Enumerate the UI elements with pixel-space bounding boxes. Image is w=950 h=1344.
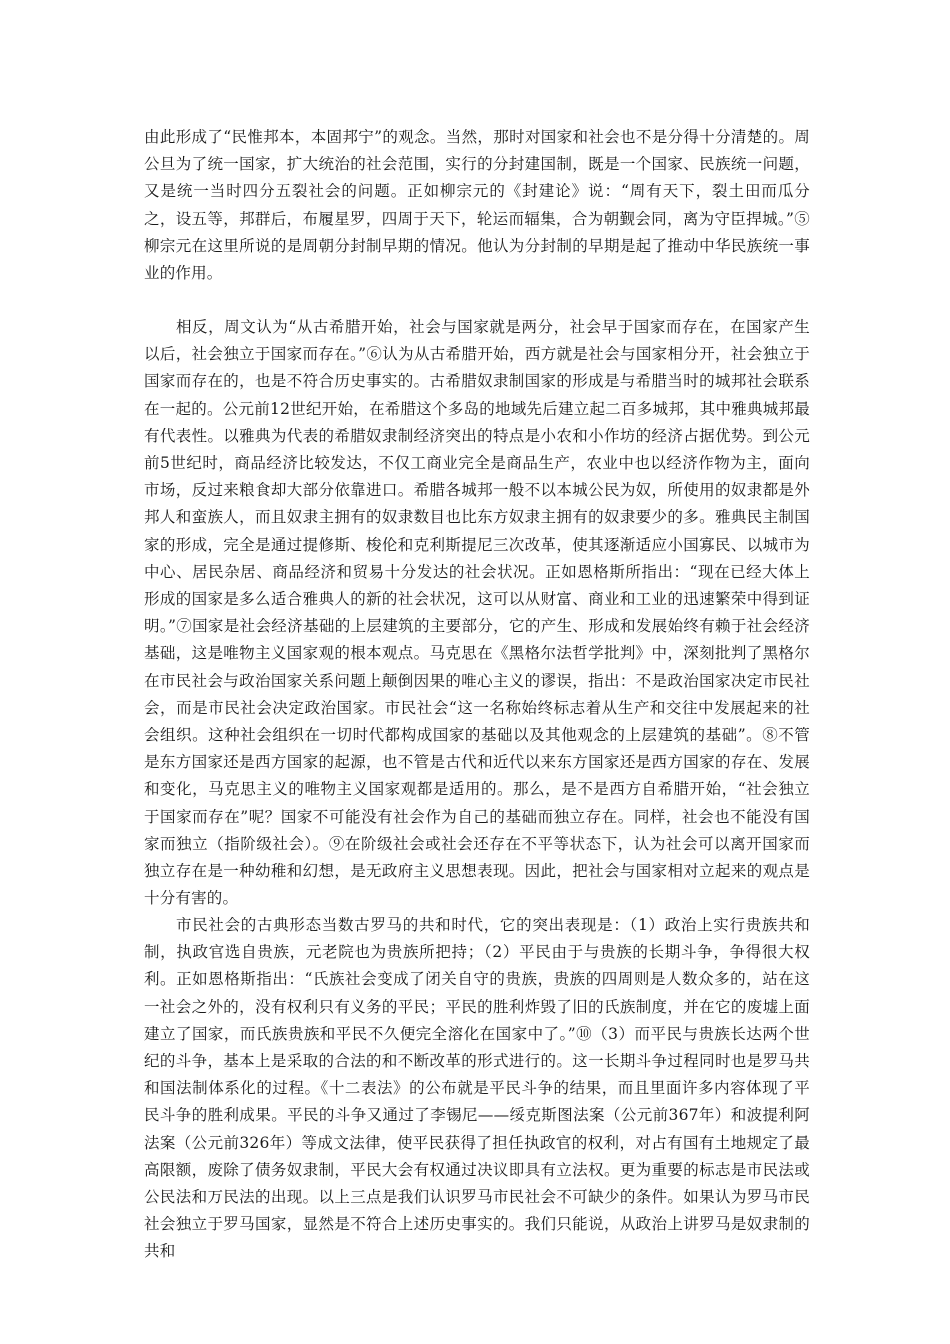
paragraph-2: 相反，周文认为“从古希腊开始，社会与国家就是两分，社会早于国家而存在，在国家产生以后，社会独立于国家而存在。”⑥认为从古希腊开始，西方就是社会与国家相分开，社会独立于国家而存在的，也是不符合历史事实的。古希腊奴隶制国家的形成是与希腊当时的城邦社会联系在一起的。公元前12世纪开始，在希腊这个多岛的地域先后建立起二百多城邦，其中雅典城邦最有代表性。以雅典为代表的希腊奴隶制经济突出的特点是小农和小作坊的经济占据优势。到公元前5世纪时，商品经济比较发达，不仅工商业完全是商品生产，农业中也以经济作物为主，面向市场，反过来粮食却大部分依靠进口。希腊各城邦一般不以本城公民为奴，所使用的奴隶都是外邦人和蛮族人，而且奴隶主拥有的奴隶数目也比东方奴隶主拥有的奴隶要少的多。雅典民主制国家的形成，完全是通过提修斯、梭伦和克利斯提尼三次改革，使其逐渐适应小国寡民、以城市为中心、居民杂居、商品经济和贸易十分发达的社会状况。正如恩格斯所指出：“现在已经大体上形成的国家是多么适合雅典人的新的社会状况，这可以从财富、商业和工业的迅速繁荣中得到证明。”⑦国家是社会经济基础的上层建筑的主要部分，它的产生、形成和发展始终有赖于社会经济基础，这是唯物主义国家观的根本观点。马克思在《黑格尔法哲学批判》中，深刻批判了黑格尔在市民社会与政治国家关系问题上颠倒因果的唯心主义的谬误，指出：不是政治国家决定市民社会，而是市民社会决定政治国家。市民社会“这一名称始终标志着从生产和交往中发展起来的社会组织。这种社会组织在一切时代都构成国家的基础以及其他观念的上层建筑的基础”。⑧不管是东方国家还是西方国家的起源，也不管是古代和近代以来东方国家还是西方国家的存在、发展和变化，马克思主义的唯物主义国家观都是适用的。那么，是不是西方自希腊开始，“社会独立于国家而存在”呢？国家不可能没有社会作为自己的基础而独立存在。同样，社会也不能没有国家而独立（指阶级社会）。⑨在阶级社会或社会还存在不平等状态下，认为社会可以离开国家而独立存在是一种幼稚和幻想，是无政府主义思想表现。因此，把社会与国家相对立起来的观点是十分有害的。 xyxy=(144,318,810,908)
paragraph-1: 由此形成了“民惟邦本，本固邦宁”的观念。当然，那时对国家和社会也不是分得十分清楚的。周公旦为了统一国家，扩大统治的社会范围，实行的分封建国制，既是一个国家、民族统一问题，又是统一当时四分五裂社会的问题。正如柳宗元的《封建论》说：“周有天下，裂土田而瓜分之，设五等，邦群后，布履星罗，四周于天下，轮运而辐集，合为朝觐会同，离为守臣捍城。”⑤柳宗元在这里所说的是周朝分封制早期的情况。他认为分封制的早期是起了推动中华民族统一事业的作用。 xyxy=(144,128,810,283)
paragraph-3: 市民社会的古典形态当数古罗马的共和时代，它的突出表现是：（1）政治上实行贵族共和制，执政官选自贵族，元老院也为贵族所把持；（2）平民由于与贵族的长期斗争，争得很大权利。正如恩格斯指出：“氏族社会变成了闭关自守的贵族，贵族的四周则是人数众多的，站在这一社会之外的，没有权利只有义务的平民；平民的胜利炸毁了旧的氏族制度，并在它的废墟上面建立了国家，而氏族贵族和平民不久便完全溶化在国家中了。”⑩（3）而平民与贵族长达两个世纪的斗争，基本上是采取的合法的和不断改革的形式进行的。这一长期斗争过程同时也是罗马共和国法制体系化的过程。《十二表法》的公布就是平民斗争的结果，而且里面许多内容体现了平民斗争的胜利成果。平民的斗争又通过了李锡尼——绥克斯图法案（公元前367年）和波提利阿法案（公元前326年）等成文法律，使平民获得了担任执政官的权利，对占有国有土地规定了最高限额，废除了债务奴隶制，平民大会有权通过决议即具有立法权。更为重要的标志是市民法或公民法和万民法的出现。以上三点是我们认识罗马市民社会不可缺少的条件。如果认为罗马市民社会独立于罗马国家，显然是不符合上述历史事实的。我们只能说，从政治上讲罗马是奴隶制的共和 xyxy=(144,916,810,1261)
document-body-middle xyxy=(144,314,810,912)
document-body-bottom xyxy=(144,912,810,1266)
document-body-top xyxy=(144,124,810,287)
